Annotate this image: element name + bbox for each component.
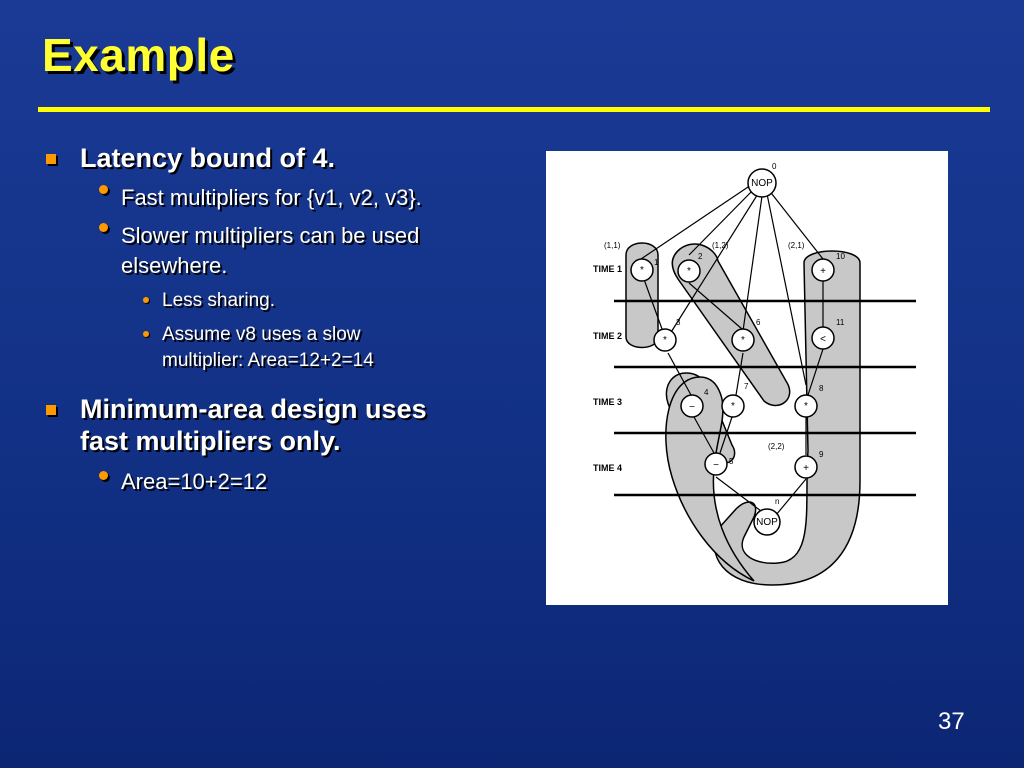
svg-text:*: * (640, 265, 644, 276)
bullet-assume-v8-line2: multiplier: Area=12+2=14 (162, 350, 374, 371)
time-label-2: TIME 2 (593, 331, 623, 341)
time-label-3: TIME 3 (593, 397, 623, 407)
svg-text:−: − (713, 460, 719, 471)
bullet-minimum-area-line2: fast multipliers only. (80, 426, 341, 456)
svg-text:4: 4 (704, 388, 709, 397)
slide-number: 37 (938, 708, 965, 735)
group-label-1-2: (1,2) (712, 241, 729, 250)
svg-text:+: + (820, 266, 826, 277)
time-label-4: TIME 4 (593, 463, 623, 473)
bullet-dot-icon (99, 223, 108, 232)
bullet-latency-bound: Latency bound of 4. (80, 143, 336, 173)
svg-text:11: 11 (836, 318, 845, 327)
slide-title: Example (42, 29, 235, 81)
svg-text:2: 2 (698, 252, 703, 261)
svg-text:*: * (687, 266, 691, 277)
bullet-minimum-area-line1: Minimum-area design uses (80, 394, 427, 424)
svg-text:*: * (804, 401, 808, 412)
bullet-square-icon (46, 154, 56, 164)
svg-text:<: < (820, 334, 826, 345)
svg-text:*: * (663, 335, 667, 346)
node-sink (754, 497, 780, 535)
svg-text:−: − (689, 402, 695, 413)
svg-text:5: 5 (729, 457, 734, 466)
svg-text:+: + (803, 463, 809, 474)
sequencing-graph-diagram (546, 151, 948, 605)
svg-text:NOP: NOP (756, 517, 778, 528)
bullet-fast-multipliers: Fast multipliers for {v1, v2, v3}. (121, 185, 422, 210)
svg-text:*: * (741, 335, 745, 346)
bullet-less-sharing: Less sharing. (162, 290, 276, 311)
node-v5 (705, 453, 734, 475)
svg-text:8: 8 (819, 384, 824, 393)
node-v7 (722, 382, 749, 417)
bullet-dot-icon (99, 471, 108, 480)
group-label-2-1: (2,1) (788, 241, 805, 250)
svg-text:1: 1 (654, 258, 659, 267)
svg-text:3: 3 (676, 318, 681, 327)
bullet-assume-v8-line1: Assume v8 uses a slow (162, 324, 361, 345)
svg-text:6: 6 (756, 318, 761, 327)
svg-text:NOP: NOP (751, 178, 773, 189)
svg-text:9: 9 (819, 450, 824, 459)
group-label-1-1: (1,1) (604, 241, 621, 250)
bullet-area-fast: Area=10+2=12 (121, 469, 268, 494)
bullet-square-icon (46, 405, 56, 415)
node-source (748, 162, 777, 197)
scheduling-graph-figure (546, 151, 948, 605)
svg-text:n: n (775, 497, 780, 506)
bullet-small-dot-icon (143, 297, 149, 303)
group-label-2-2: (2,2) (768, 442, 785, 451)
svg-text:10: 10 (836, 252, 845, 261)
bullet-small-dot-icon (143, 331, 149, 337)
svg-text:*: * (731, 401, 735, 412)
svg-text:7: 7 (744, 382, 749, 391)
bullet-slower-multipliers-line1: Slower multipliers can be used (121, 223, 420, 248)
bullet-dot-icon (99, 185, 108, 194)
svg-text:0: 0 (772, 162, 777, 171)
title-underline (38, 107, 990, 112)
bullet-slower-multipliers-line2: elsewhere. (121, 253, 228, 278)
time-label-1: TIME 1 (593, 264, 623, 274)
